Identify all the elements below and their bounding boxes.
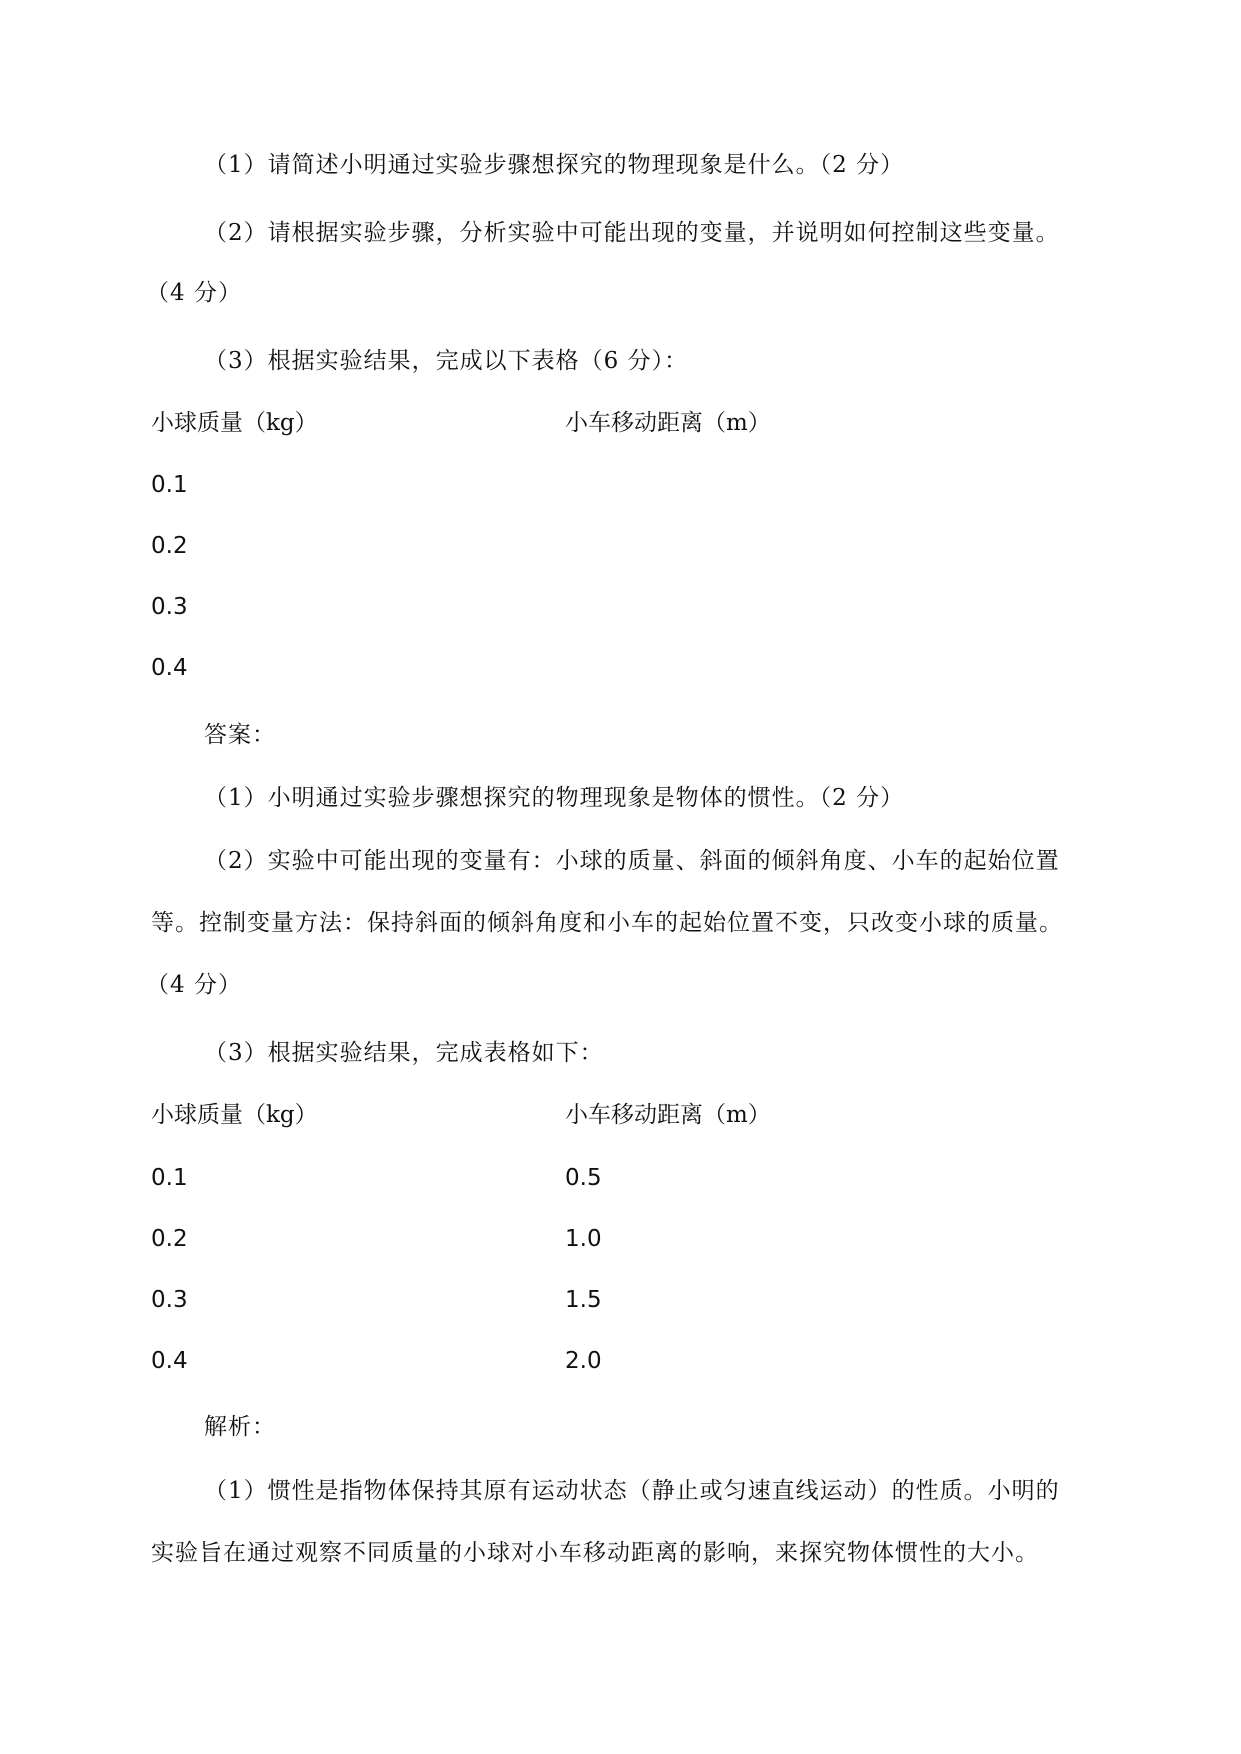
question-2-line-2: （4 分） — [146, 280, 242, 306]
table-1-row-3-mass: 0.3 — [151, 594, 188, 620]
table-2-header-mass: 小球质量（kg） — [151, 1102, 318, 1128]
answer-2-line-3: （4 分） — [146, 972, 242, 998]
answer-2-line-1: （2）实验中可能出现的变量有：小球的质量、斜面的倾斜角度、小车的起始位置 — [204, 848, 1060, 874]
table-2-row-2-distance: 1.0 — [565, 1226, 602, 1252]
table-1-header-mass: 小球质量（kg） — [151, 410, 318, 436]
answer-2-line-2: 等。控制变量方法：保持斜面的倾斜角度和小车的起始位置不变，只改变小球的质量。 — [151, 910, 1063, 936]
table-2-row-3-mass: 0.3 — [151, 1287, 188, 1313]
table-1-row-4-mass: 0.4 — [151, 655, 188, 681]
table-2-row-1-mass: 0.1 — [151, 1165, 188, 1191]
question-3: （3）根据实验结果，完成以下表格（6 分）： — [204, 348, 689, 374]
question-1: （1）请简述小明通过实验步骤想探究的物理现象是什么。（2 分） — [204, 152, 905, 178]
table-2-row-2-mass: 0.2 — [151, 1226, 188, 1252]
table-2-row-1-distance: 0.5 — [565, 1165, 602, 1191]
question-2-line-1: （2）请根据实验步骤，分析实验中可能出现的变量，并说明如何控制这些变量。 — [204, 220, 1060, 246]
analysis-label: 解析： — [204, 1414, 276, 1440]
answer-3: （3）根据实验结果，完成表格如下： — [204, 1040, 604, 1066]
table-2-row-4-distance: 2.0 — [565, 1348, 602, 1374]
table-2-row-4-mass: 0.4 — [151, 1348, 188, 1374]
table-2-row-3-distance: 1.5 — [565, 1287, 602, 1313]
table-1-header-distance: 小车移动距离（m） — [565, 410, 771, 436]
answer-label: 答案： — [204, 722, 276, 748]
analysis-1-line-1: （1）惯性是指物体保持其原有运动状态（静止或匀速直线运动）的性质。小明的 — [204, 1478, 1060, 1504]
answer-1: （1）小明通过实验步骤想探究的物理现象是物体的惯性。（2 分） — [204, 785, 905, 811]
table-1-row-2-mass: 0.2 — [151, 533, 188, 559]
table-1-row-1-mass: 0.1 — [151, 472, 188, 498]
table-2-header-distance: 小车移动距离（m） — [565, 1102, 771, 1128]
analysis-1-line-2: 实验旨在通过观察不同质量的小球对小车移动距离的影响，来探究物体惯性的大小。 — [151, 1540, 1039, 1566]
